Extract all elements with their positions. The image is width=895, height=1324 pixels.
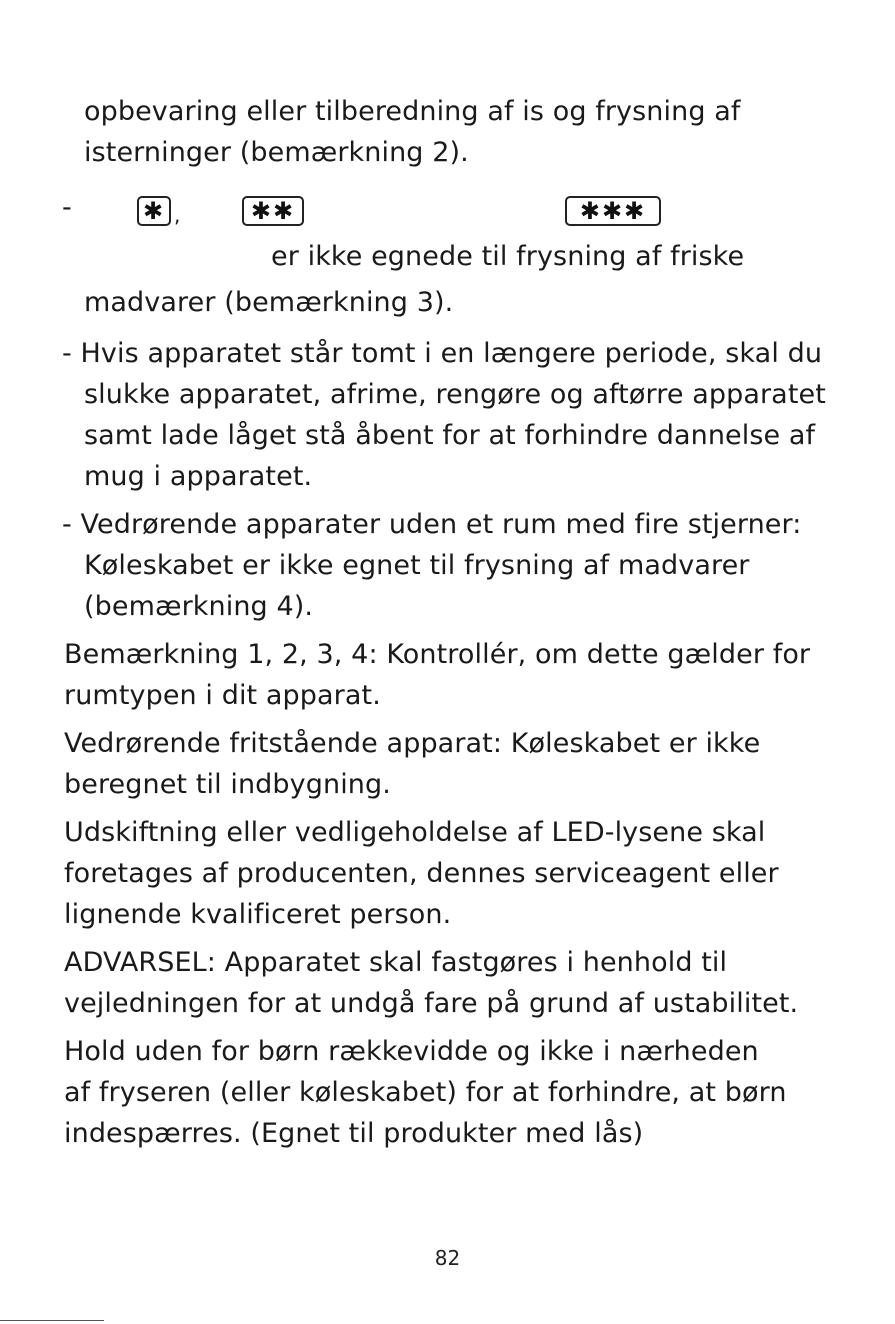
text-line: samt lade låget stå åbent for at forhindre dannelse af xyxy=(84,420,816,451)
paragraph-line: indespærres. (Egnet til produkter med lås) xyxy=(64,1118,644,1149)
paragraph-line: lignende kvalificeret person. xyxy=(64,899,452,930)
text-line: opbevaring eller tilberedning af is og frysning af xyxy=(84,96,741,127)
text-line: slukke apparatet, afrime, rengøre og aftørre apparatet xyxy=(84,379,826,410)
list-item: - Hvis apparatet står tomt i en længere periode, skal du xyxy=(62,338,823,369)
warning-line: ADVARSEL: Apparatet skal fastgøres i henhold til xyxy=(64,947,728,978)
text-line: Køleskabet er ikke egnet til frysning af madvarer xyxy=(84,550,750,581)
text-line: isterninger (bemærkning 2). xyxy=(84,137,469,168)
paragraph-line: rumtypen i dit apparat. xyxy=(64,680,381,711)
text-line: er ikke egnede til frysning af friske xyxy=(271,241,745,272)
list-item: - Vedrørende apparater uden et rum med fire stjerner: xyxy=(62,509,802,540)
two-star-icon: ✱✱ xyxy=(242,196,304,226)
text-line: (bemærkning 4). xyxy=(84,591,314,622)
three-star-icon: ✱✱✱ xyxy=(565,196,661,226)
paragraph-line: beregnet til indbygning. xyxy=(64,769,391,800)
list-dash: - xyxy=(62,192,72,223)
footer-rule xyxy=(0,1320,104,1321)
paragraph-line: af fryseren (eller køleskabet) for at forhindre, at børn xyxy=(64,1077,787,1108)
paragraph-line: Hold uden for børn rækkevidde og ikke i nærheden xyxy=(64,1036,759,1067)
paragraph-line: Bemærkning 1, 2, 3, 4: Kontrollér, om dette gælder for xyxy=(64,639,811,670)
paragraph-line: foretages af producenten, dennes serviceagent eller xyxy=(64,858,779,889)
comma: , xyxy=(174,203,181,227)
paragraph-line: Udskiftning eller vedligeholdelse af LED-lysene skal xyxy=(64,817,766,848)
text-line: mug i apparatet. xyxy=(84,461,313,492)
text-line: madvarer (bemærkning 3). xyxy=(84,287,454,318)
page-number: 82 xyxy=(434,1246,461,1270)
one-star-icon: ✱ xyxy=(137,196,171,226)
paragraph-line: Vedrørende fritstående apparat: Køleskabet er ikke xyxy=(64,728,761,759)
warning-line: vejledningen for at undgå fare på grund af ustabilitet. xyxy=(64,988,799,1019)
